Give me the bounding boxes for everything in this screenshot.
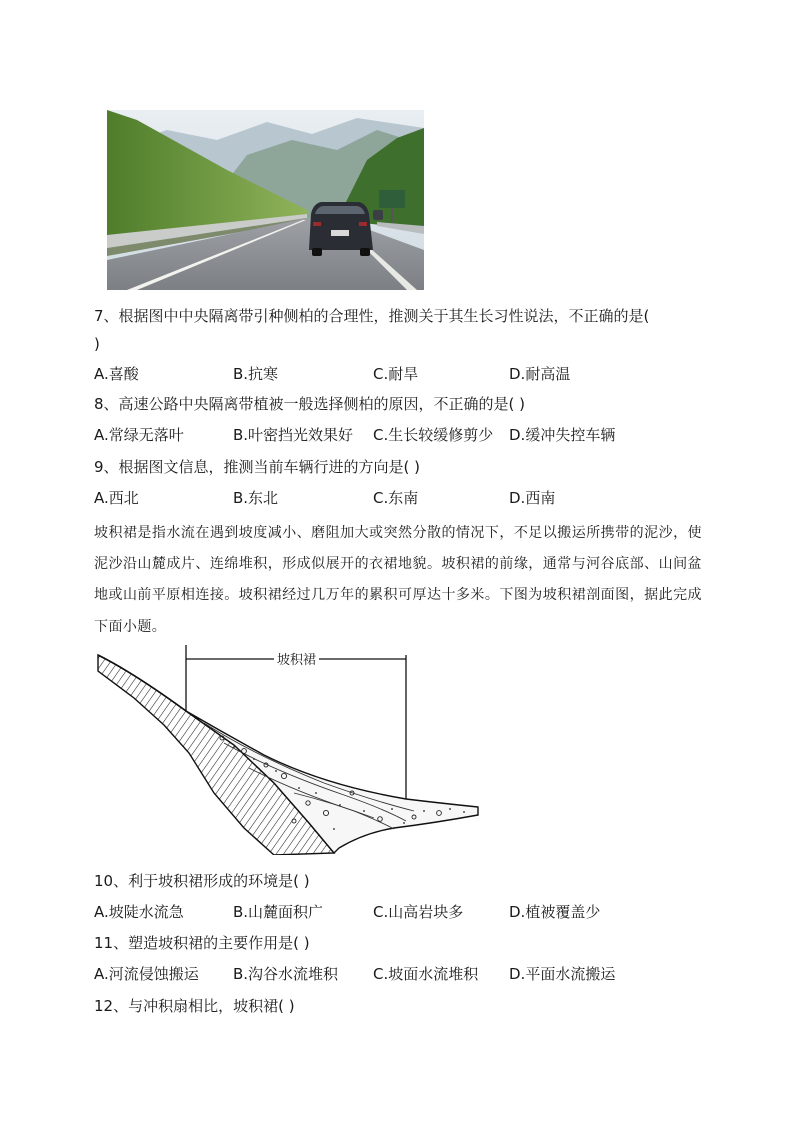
option-a[interactable]: A.喜酸 [94, 365, 139, 383]
question-8-options [94, 424, 714, 446]
question-10-options [94, 901, 714, 923]
reading-passage: 坡积裙是指水流在遇到坡度减小、磨阻加大或突然分散的情况下，不足以搬运所携带的泥沙，使泥沙沿山麓成片、连绵堆积，形成似展开的衣裙地貌。坡积裙的前缘，通常与河谷底部、山间盆地或山前平原相连接。坡积裙经过几万年的累积可厚达十多米。下图为坡积裙剖面图，据此完成下面小题。 [94, 525, 702, 635]
colluvial-apron-diagram [94, 643, 486, 855]
option-b[interactable]: B.山麓面积广 [233, 903, 324, 921]
option-d[interactable]: D.平面水流搬运 [509, 965, 616, 983]
question-10: 10、利于坡积裙形成的环境是( ) [94, 872, 310, 890]
option-c[interactable]: C.坡面水流堆积 [373, 965, 479, 983]
option-d[interactable]: D.耐高温 [509, 365, 571, 383]
question-7-options [94, 363, 714, 385]
option-b[interactable]: B.东北 [233, 489, 279, 507]
option-a[interactable]: A.西北 [94, 489, 139, 507]
option-c[interactable]: C.耐旱 [373, 365, 419, 383]
question-12: 12、与冲积扇相比，坡积裙( ) [94, 997, 295, 1015]
highway-photo-image [107, 110, 424, 290]
question-7: 7、根据图中中央隔离带引种侧柏的合理性，推测关于其生长习性说法，不正确的是( [94, 307, 650, 325]
option-d[interactable]: D.西南 [509, 489, 556, 507]
question-11-options [94, 963, 714, 985]
option-c[interactable]: C.山高岩块多 [373, 903, 464, 921]
option-b[interactable]: B.沟谷水流堆积 [233, 965, 339, 983]
option-b[interactable]: B.叶密挡光效果好 [233, 426, 354, 444]
option-c[interactable]: C.生长较缓修剪少 [373, 426, 494, 444]
car-icon [309, 202, 373, 256]
option-a[interactable]: A.常绿无落叶 [94, 426, 184, 444]
option-d[interactable]: D.植被覆盖少 [509, 903, 601, 921]
question-7-continuation: ) [94, 335, 100, 353]
option-c[interactable]: C.东南 [373, 489, 419, 507]
question-8: 8、高速公路中央隔离带植被一般选择侧柏的原因，不正确的是( ) [94, 395, 526, 413]
cross-section-figure [94, 643, 486, 855]
option-a[interactable]: A.坡陡水流急 [94, 903, 184, 921]
question-11: 11、塑造坡积裙的主要作用是( ) [94, 934, 310, 952]
diagram-label: 坡积裙 [274, 649, 319, 668]
question-9-options [94, 487, 714, 509]
question-9: 9、根据图文信息，推测当前车辆行进的方向是( ) [94, 458, 421, 476]
option-d[interactable]: D.缓冲失控车辆 [509, 426, 616, 444]
option-b[interactable]: B.抗寒 [233, 365, 279, 383]
highway-photo [107, 110, 424, 290]
option-a[interactable]: A.河流侵蚀搬运 [94, 965, 199, 983]
